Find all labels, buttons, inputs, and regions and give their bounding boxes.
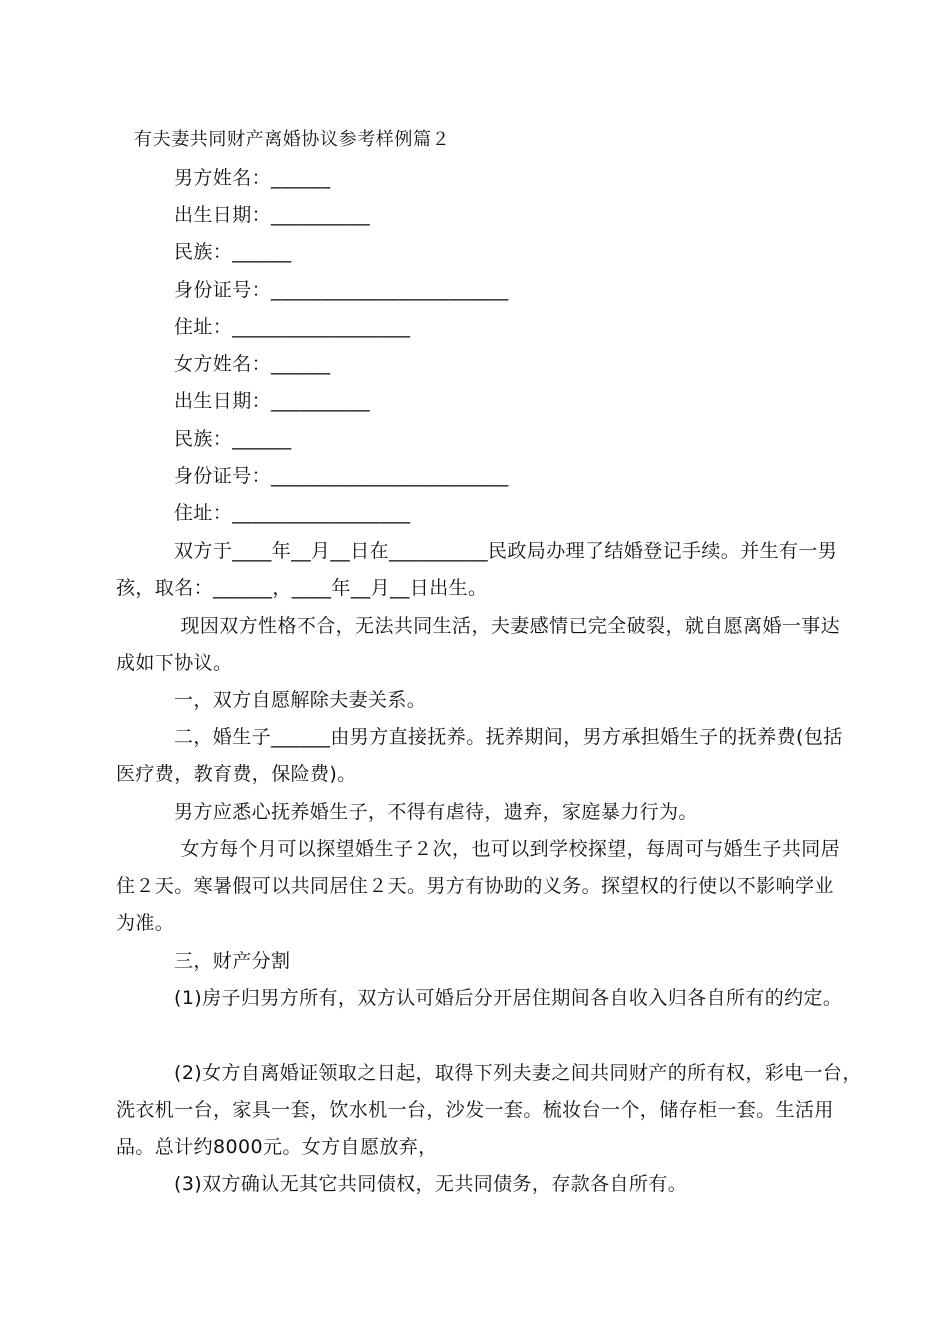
property-item-2-line1: (2)女方自离婚证领取之日起，取得下列夫妻之间共同财产的所有权，彩电一台， [174,1062,862,1084]
male-name-field: 男方姓名：______ [174,167,331,189]
clause-two-line1: 二，婚生子______由男方直接抚养。抚养期间，男方承担婚生子的抚养费(包括 [174,726,843,748]
property-item-3: (3)双方确认无其它共同债权，无共同债务，存款各自所有。 [174,1173,688,1195]
male-address-field: 住址：__________________ [174,316,411,338]
clause-one: 一，双方自愿解除夫妻关系。 [174,689,427,711]
female-name-field: 女方姓名：______ [174,353,331,375]
visit-paragraph-line3: 为准。 [116,912,175,934]
female-address-field: 住址：__________________ [174,502,411,524]
male-birth-field: 出生日期：__________ [174,204,371,226]
reason-paragraph-line2: 成如下协议。 [116,652,233,674]
male-ethnicity-field: 民族：______ [174,241,292,263]
property-item-1: (1)房子归男方所有，双方认可婚后分开居住期间各自收入归各自所有的约定。 [174,987,843,1009]
care-paragraph: 男方应悉心抚养婚生子，不得有虐待，遗弃，家庭暴力行为。 [174,801,698,823]
clause-two-line2: 医疗费，教育费，保险费)。 [116,763,357,785]
reason-paragraph-line1: 现因双方性格不合，无法共同生活，夫妻感情已完全破裂，就自愿离婚一事达 [174,615,841,637]
female-birth-field: 出生日期：__________ [174,390,371,412]
clause-three-heading: 三，财产分割 [174,950,291,972]
female-ethnicity-field: 民族：______ [174,428,292,450]
visit-paragraph-line2: 住２天。寒暑假可以共同居住２天。男方有协助的义务。探望权的行使以不影响学业 [116,875,834,897]
document-title: 有夫妻共同财产离婚协议参考样例篇２ [134,129,451,150]
marriage-paragraph-line1: 双方于____年__月__日在__________民政局办理了结婚登记手续。并生有一男 [174,540,838,562]
marriage-paragraph-line2: 孩，取名：______，____年__月__日出生。 [116,577,488,599]
property-item-2-line2: 洗衣机一台，家具一套，饮水机一台，沙发一套。梳妆台一个，储存柜一套。生活用 [116,1099,834,1121]
property-item-2-line3: 品。总计约8000元。女方自愿放弃， [116,1136,438,1158]
female-id-field: 身份证号：________________________ [174,465,509,487]
visit-paragraph-line1: 女方每个月可以探望婚生子２次，也可以到学校探望，每周可与婚生子共同居 [174,838,841,860]
male-id-field: 身份证号：________________________ [174,279,509,301]
